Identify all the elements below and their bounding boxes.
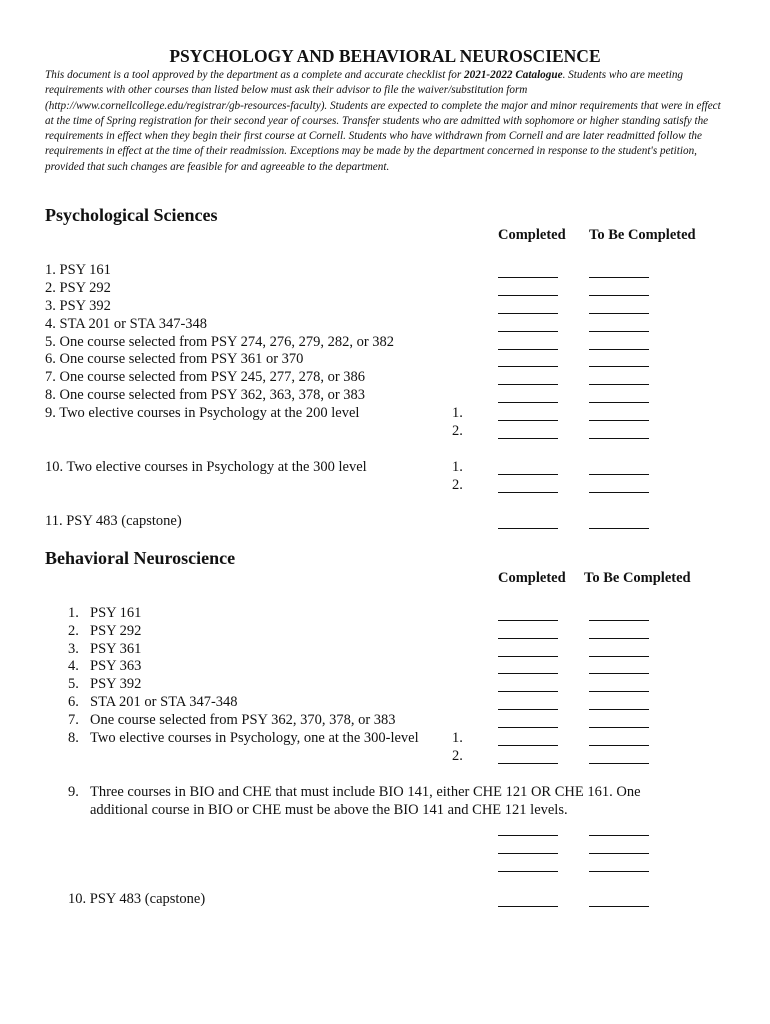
list-item: 9. Two elective courses in Psychology at the 200 level — [45, 405, 360, 421]
to-be-completed-blank[interactable] — [589, 349, 649, 350]
completed-blank[interactable] — [498, 474, 558, 475]
to-be-completed-blank[interactable] — [589, 709, 649, 710]
sub-number: 1. — [452, 459, 463, 475]
section-heading-psychological-sciences: Psychological Sciences — [45, 205, 218, 225]
to-be-completed-blank[interactable] — [589, 277, 649, 278]
completed-blank[interactable] — [498, 492, 558, 493]
list-number: 4. — [68, 658, 79, 674]
column-header-to-be-completed: To Be Completed — [584, 570, 691, 586]
to-be-completed-blank[interactable] — [589, 474, 649, 475]
to-be-completed-blank[interactable] — [589, 402, 649, 403]
to-be-completed-blank[interactable] — [589, 438, 649, 439]
to-be-completed-blank[interactable] — [589, 656, 649, 657]
column-header-to-be-completed: To Be Completed — [589, 227, 696, 243]
list-number: 5. — [68, 676, 79, 692]
to-be-completed-blank[interactable] — [589, 366, 649, 367]
completed-blank[interactable] — [498, 349, 558, 350]
list-item: Three courses in BIO and CHE that must include BIO 141, either CHE 121 OR CHE 161. One — [90, 784, 641, 800]
completed-blank[interactable] — [498, 745, 558, 746]
to-be-completed-blank[interactable] — [589, 331, 649, 332]
list-item: PSY 392 — [90, 676, 142, 692]
list-item: PSY 292 — [90, 623, 142, 639]
list-item: PSY 361 — [90, 641, 142, 657]
list-item: PSY 161 — [90, 605, 142, 621]
list-number: 1. — [68, 605, 79, 621]
to-be-completed-blank[interactable] — [589, 906, 649, 907]
list-number: 3. — [68, 641, 79, 657]
list-number: 6. — [68, 694, 79, 710]
completed-blank[interactable] — [498, 420, 558, 421]
to-be-completed-blank[interactable] — [589, 313, 649, 314]
list-item: 6. One course selected from PSY 361 or 370 — [45, 351, 304, 367]
completed-blank[interactable] — [498, 277, 558, 278]
completed-blank[interactable] — [498, 673, 558, 674]
list-number: 9. — [68, 784, 79, 800]
to-be-completed-blank[interactable] — [589, 295, 649, 296]
sub-number: 2. — [452, 423, 463, 439]
completed-blank[interactable] — [498, 709, 558, 710]
list-item-continuation: additional course in BIO or CHE must be above the BIO 141 and CHE 121 levels. — [90, 802, 568, 818]
completed-blank[interactable] — [498, 331, 558, 332]
list-item: One course selected from PSY 362, 370, 378, or 383 — [90, 712, 396, 728]
list-item: 10. Two elective courses in Psychology at the 300 level — [45, 459, 367, 475]
intro-text-1: This document is a tool approved by the department as a complete and accurate checklist for — [45, 69, 465, 81]
completed-blank[interactable] — [498, 402, 558, 403]
to-be-completed-blank[interactable] — [589, 638, 649, 639]
to-be-completed-blank[interactable] — [589, 853, 649, 854]
to-be-completed-blank[interactable] — [589, 835, 649, 836]
completed-blank[interactable] — [498, 763, 558, 764]
completed-blank[interactable] — [498, 853, 558, 854]
column-header-completed: Completed — [498, 227, 566, 243]
to-be-completed-blank[interactable] — [589, 420, 649, 421]
completed-blank[interactable] — [498, 620, 558, 621]
intro-text-2: . Students who are meeting requirements with other courses than listed below must ask their advisor to file the waiver/substitution form (http://www.cornellcollege.edu/registrar/gb-resources-faculty). Students are expected to complete the major and minor requirements that were in effect at the time of Spring registration for their second year of courses. Transfer students who are admitted with sophomore or higher standing satisfy the requirements in effect when they begin their first course at Cornell. Students who have withdrawn from Cornell and are later readmitted follow the requirements in effect at the time of their readmission. Exceptions may be made by the department concerned in response to the student's petition, provided that such changes are feasible for and agreeable to the department. — [45, 69, 721, 173]
list-item: 2. PSY 292 — [45, 280, 111, 296]
document-title: PSYCHOLOGY AND BEHAVIORAL NEUROSCIENCE — [169, 46, 601, 66]
to-be-completed-blank[interactable] — [589, 727, 649, 728]
completed-blank[interactable] — [498, 727, 558, 728]
to-be-completed-blank[interactable] — [589, 492, 649, 493]
sub-number: 2. — [452, 748, 463, 764]
list-item: 8. One course selected from PSY 362, 363, 378, or 383 — [45, 387, 366, 403]
completed-blank[interactable] — [498, 295, 558, 296]
list-number: 2. — [68, 623, 79, 639]
completed-blank[interactable] — [498, 384, 558, 385]
sub-number: 1. — [452, 730, 463, 746]
completed-blank[interactable] — [498, 691, 558, 692]
intro-paragraph — [45, 68, 725, 175]
to-be-completed-blank[interactable] — [589, 871, 649, 872]
completed-blank[interactable] — [498, 438, 558, 439]
list-item: 10. PSY 483 (capstone) — [68, 891, 206, 907]
to-be-completed-blank[interactable] — [589, 691, 649, 692]
to-be-completed-blank[interactable] — [589, 745, 649, 746]
column-header-completed: Completed — [498, 570, 566, 586]
sub-number: 1. — [452, 405, 463, 421]
completed-blank[interactable] — [498, 638, 558, 639]
to-be-completed-blank[interactable] — [589, 763, 649, 764]
completed-blank[interactable] — [498, 313, 558, 314]
list-number: 7. — [68, 712, 79, 728]
completed-blank[interactable] — [498, 906, 558, 907]
intro-catalogue: 2021-2022 Catalogue — [464, 69, 563, 81]
list-item: 11. PSY 483 (capstone) — [45, 513, 182, 529]
sub-number: 2. — [452, 477, 463, 493]
completed-blank[interactable] — [498, 835, 558, 836]
completed-blank[interactable] — [498, 871, 558, 872]
to-be-completed-blank[interactable] — [589, 673, 649, 674]
list-item: 5. One course selected from PSY 274, 276, 279, 282, or 382 — [45, 334, 395, 350]
completed-blank[interactable] — [498, 656, 558, 657]
completed-blank[interactable] — [498, 366, 558, 367]
list-item: 1. PSY 161 — [45, 262, 111, 278]
list-item: 3. PSY 392 — [45, 298, 111, 314]
to-be-completed-blank[interactable] — [589, 384, 649, 385]
list-item: PSY 363 — [90, 658, 142, 674]
list-item: STA 201 or STA 347-348 — [90, 694, 238, 710]
list-item: 7. One course selected from PSY 245, 277, 278, or 386 — [45, 369, 366, 385]
list-number: 8. — [68, 730, 79, 746]
to-be-completed-blank[interactable] — [589, 528, 649, 529]
completed-blank[interactable] — [498, 528, 558, 529]
to-be-completed-blank[interactable] — [589, 620, 649, 621]
list-item: Two elective courses in Psychology, one at the 300-level — [90, 730, 419, 746]
list-item: 4. STA 201 or STA 347-348 — [45, 316, 208, 332]
section-heading-behavioral-neuroscience: Behavioral Neuroscience — [45, 548, 236, 568]
